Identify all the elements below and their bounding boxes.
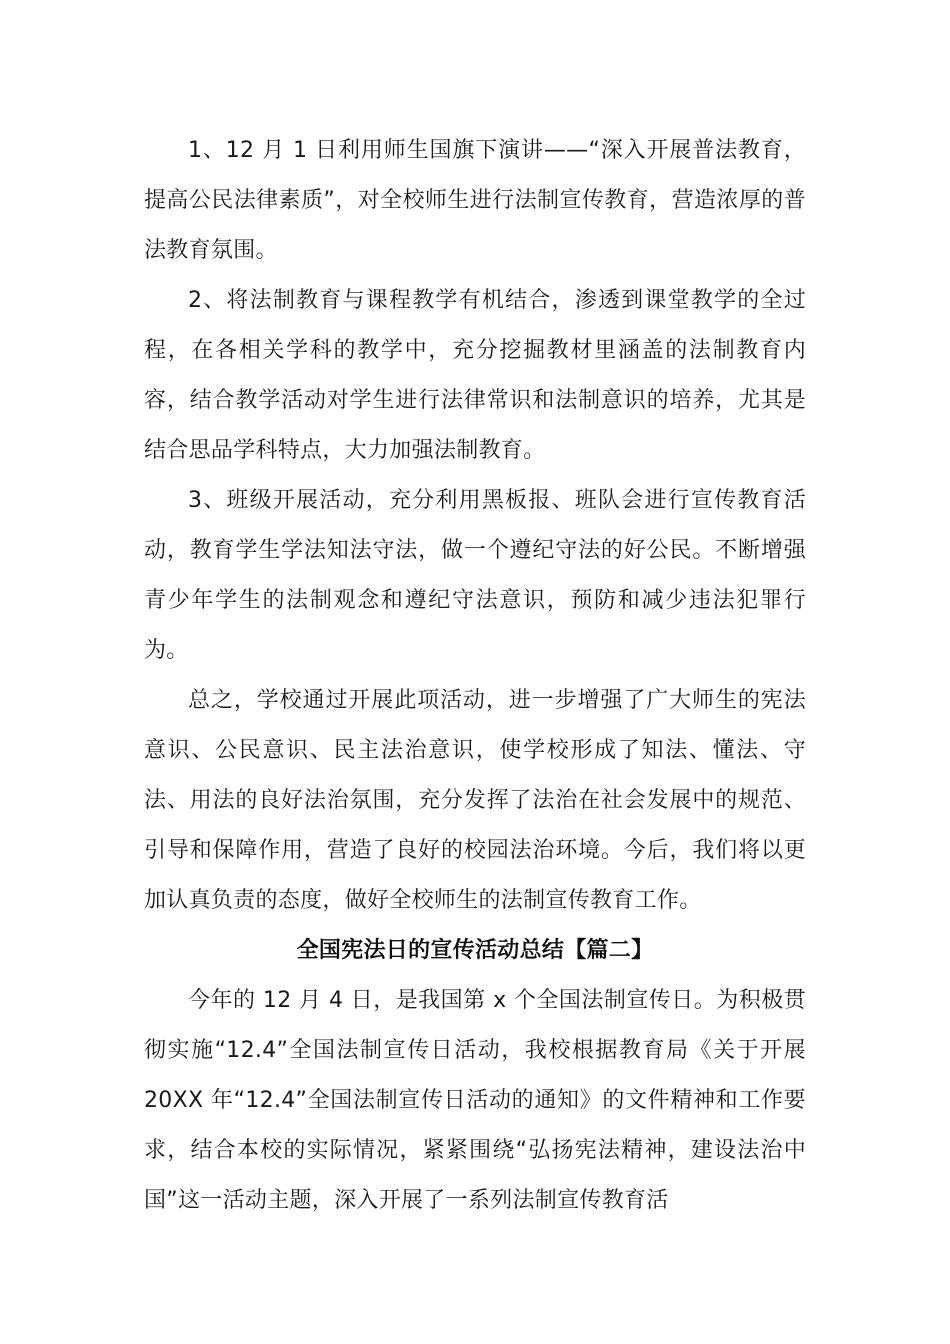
paragraph-item-1: 1、12 月 1 日利用师生国旗下演讲——“深入开展普法教育，提高公民法律素质”，对全校师生进行法制宣传教育，营造浓厚的普法教育氛围。 (144, 138, 806, 263)
section-heading: 全国宪法日的宣传活动总结【篇二】 (296, 938, 654, 963)
document-body (144, 126, 806, 1226)
paragraph-summary: 总之，学校通过开展此项活动，进一步增强了广大师生的宪法意识、公民意识、民主法治意识，使学校形成了知法、懂法、守法、用法的良好法治氛围，充分发挥了法治在社会发展中的规范、引导和保障作用，营造了良好的校园法治环境。今后，我们将以更加认真负责的态度，做好全校师生的法制宣传教育工作。 (144, 688, 806, 913)
paragraph-intro-section-two: 今年的 12 月 4 日，是我国第 x 个全国法制宣传日。为积极贯彻实施“12.4”全国法制宣传日活动，我校根据教育局《关于开展 20XX 年“12.4”全国法制宣传日活动的通知》的文件精神和工作要求，结合本校的实际情况，紧紧围绕“弘扬宪法精神，建设法治中国”这一活动主题，深入开展了一系列法制宣传教育活 (144, 988, 806, 1213)
paragraph-item-2: 2、将法制教育与课程教学有机结合，渗透到课堂教学的全过程，在各相关学科的教学中，充分挖掘教材里涵盖的法制教育内容，结合教学活动对学生进行法律常识和法制意识的培养，尤其是结合思品学科特点，大力加强法制教育。 (144, 288, 806, 463)
paragraph-item-3: 3、班级开展活动，充分利用黑板报、班队会进行宣传教育活动，教育学生学法知法守法，做一个遵纪守法的好公民。不断增强青少年学生的法制观念和遵纪守法意识，预防和减少违法犯罪行为。 (144, 488, 806, 663)
